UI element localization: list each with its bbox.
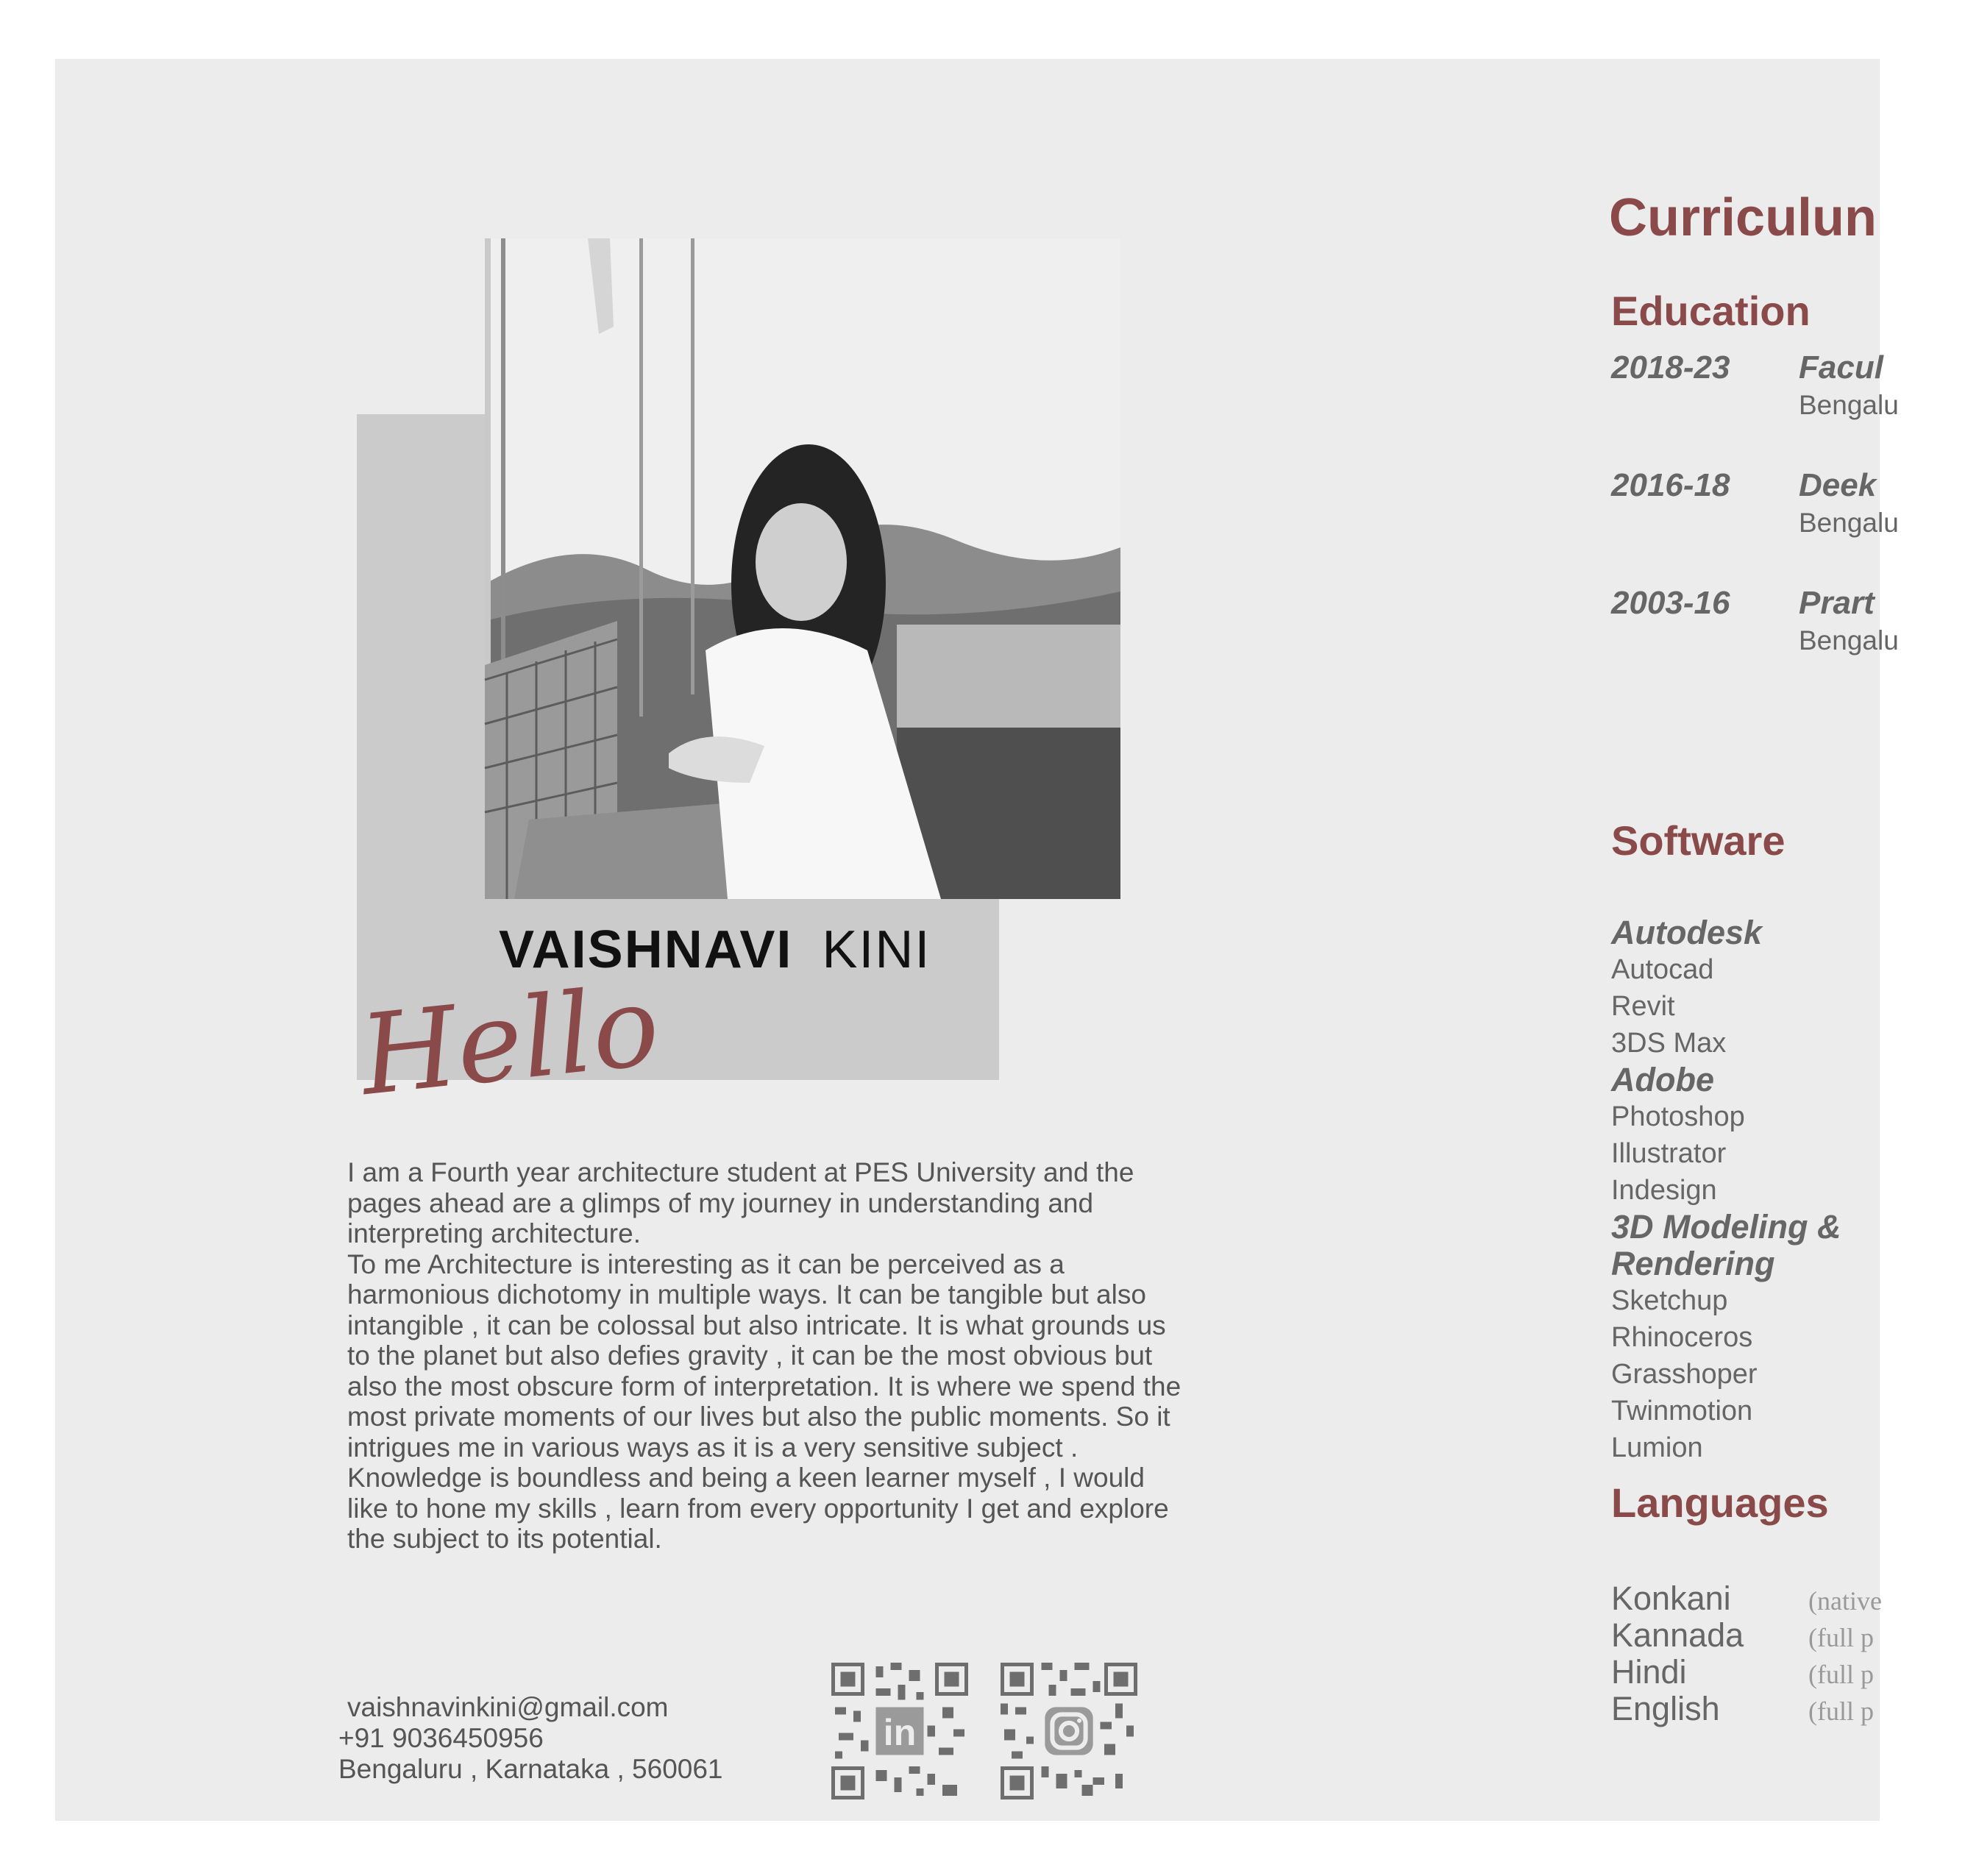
language-name: Hindi bbox=[1611, 1653, 1687, 1691]
language-level: (full p bbox=[1808, 1660, 1874, 1689]
software-item: Twinmotion bbox=[1611, 1396, 1753, 1426]
about-paragraph: Knowledge is boundless and being a keen learner myself , I would like to hone my skills , learn from every opportunity I get and explore the subject to its potential. bbox=[347, 1463, 1169, 1554]
education-heading: Education bbox=[1611, 288, 1811, 334]
languages-heading: Languages bbox=[1611, 1479, 1829, 1526]
language-row bbox=[1611, 1653, 1905, 1690]
linkedin-icon bbox=[831, 1663, 968, 1799]
language-row bbox=[1611, 1690, 1905, 1727]
software-item: Sketchup bbox=[1611, 1285, 1728, 1316]
education-years: 2018-23 bbox=[1611, 349, 1730, 385]
software-group-label: 3D Modeling & bbox=[1611, 1208, 1841, 1246]
software-item: Autocad bbox=[1611, 954, 1714, 985]
software-item: Rhinoceros bbox=[1611, 1322, 1753, 1353]
software-item: Revit bbox=[1611, 991, 1675, 1022]
linkedin-label: in bbox=[883, 1711, 917, 1754]
language-name: English bbox=[1611, 1690, 1720, 1727]
instagram-icon bbox=[1001, 1663, 1137, 1799]
about-paragraph: To me Architecture is interesting as it can be perceived as a harmonious dichotomy in multiple ways. It can be tangible but also intangible , it can be colossal but also intricate. It is what grounds us to the planet but also defies gravity , it can be the most obvious but also the most obscure form of interpretation. It is where we spend the most private moments of our lives but also the public moments. So it intrigues me in various ways as it is a very sensitive subject . bbox=[347, 1248, 1182, 1463]
language-name: Konkani bbox=[1611, 1580, 1731, 1617]
education-institution: Deek bbox=[1799, 467, 1877, 503]
address: Bengaluru , Karnataka , 560061 bbox=[338, 1754, 723, 1784]
education-location: Bengalu bbox=[1799, 625, 1899, 655]
software-item: Grasshoper bbox=[1611, 1359, 1758, 1390]
linkedin-qr-code[interactable] bbox=[831, 1663, 968, 1799]
language-name: Kannada bbox=[1611, 1616, 1744, 1654]
software-item: Illustrator bbox=[1611, 1138, 1727, 1169]
about-paragraph: I am a Fourth year architecture student at PES University and the pages ahead are a glimps of my journey in understanding and interpreting architecture. bbox=[347, 1157, 1134, 1248]
software-item: Photoshop bbox=[1611, 1101, 1745, 1132]
first-name: VAISHNAVI bbox=[499, 920, 793, 979]
education-institution: Prart bbox=[1799, 585, 1875, 621]
language-level: (full p bbox=[1808, 1623, 1874, 1652]
resume-page bbox=[55, 59, 1899, 1821]
phone-number: +91 9036450956 bbox=[338, 1723, 544, 1753]
education-years: 2016-18 bbox=[1611, 467, 1730, 503]
software-item: Indesign bbox=[1611, 1175, 1717, 1206]
language-level: (native bbox=[1808, 1586, 1882, 1616]
software-item: Lumion bbox=[1611, 1432, 1703, 1463]
language-level: (full p bbox=[1808, 1696, 1874, 1726]
about-text bbox=[347, 1157, 1186, 1555]
profile-photo-illustration bbox=[485, 238, 1120, 899]
software-heading: Software bbox=[1611, 817, 1786, 864]
software-group-label: Autodesk bbox=[1611, 914, 1763, 951]
education-location: Bengalu bbox=[1799, 390, 1899, 420]
instagram-qr-code[interactable] bbox=[1001, 1663, 1137, 1799]
software-group-label: Adobe bbox=[1611, 1061, 1714, 1098]
education-years: 2003-16 bbox=[1611, 585, 1730, 621]
software-group-label: Rendering bbox=[1611, 1245, 1775, 1282]
hello-heading: Hello bbox=[355, 962, 665, 1121]
contact-block bbox=[338, 1692, 723, 1785]
education-institution: Facul bbox=[1799, 349, 1883, 385]
last-name: KINI bbox=[822, 920, 931, 979]
email-link[interactable]: vaishnavinkini@gmail.com bbox=[347, 1692, 669, 1722]
profile-photo bbox=[485, 238, 1120, 899]
education-location: Bengalu bbox=[1799, 508, 1899, 538]
language-row bbox=[1611, 1616, 1905, 1653]
software-item: 3DS Max bbox=[1611, 1028, 1727, 1059]
languages-list bbox=[1611, 1580, 1905, 1727]
language-row bbox=[1611, 1580, 1905, 1616]
software-list bbox=[1611, 914, 1905, 1466]
cv-title: Curriculun bbox=[1609, 188, 1877, 247]
